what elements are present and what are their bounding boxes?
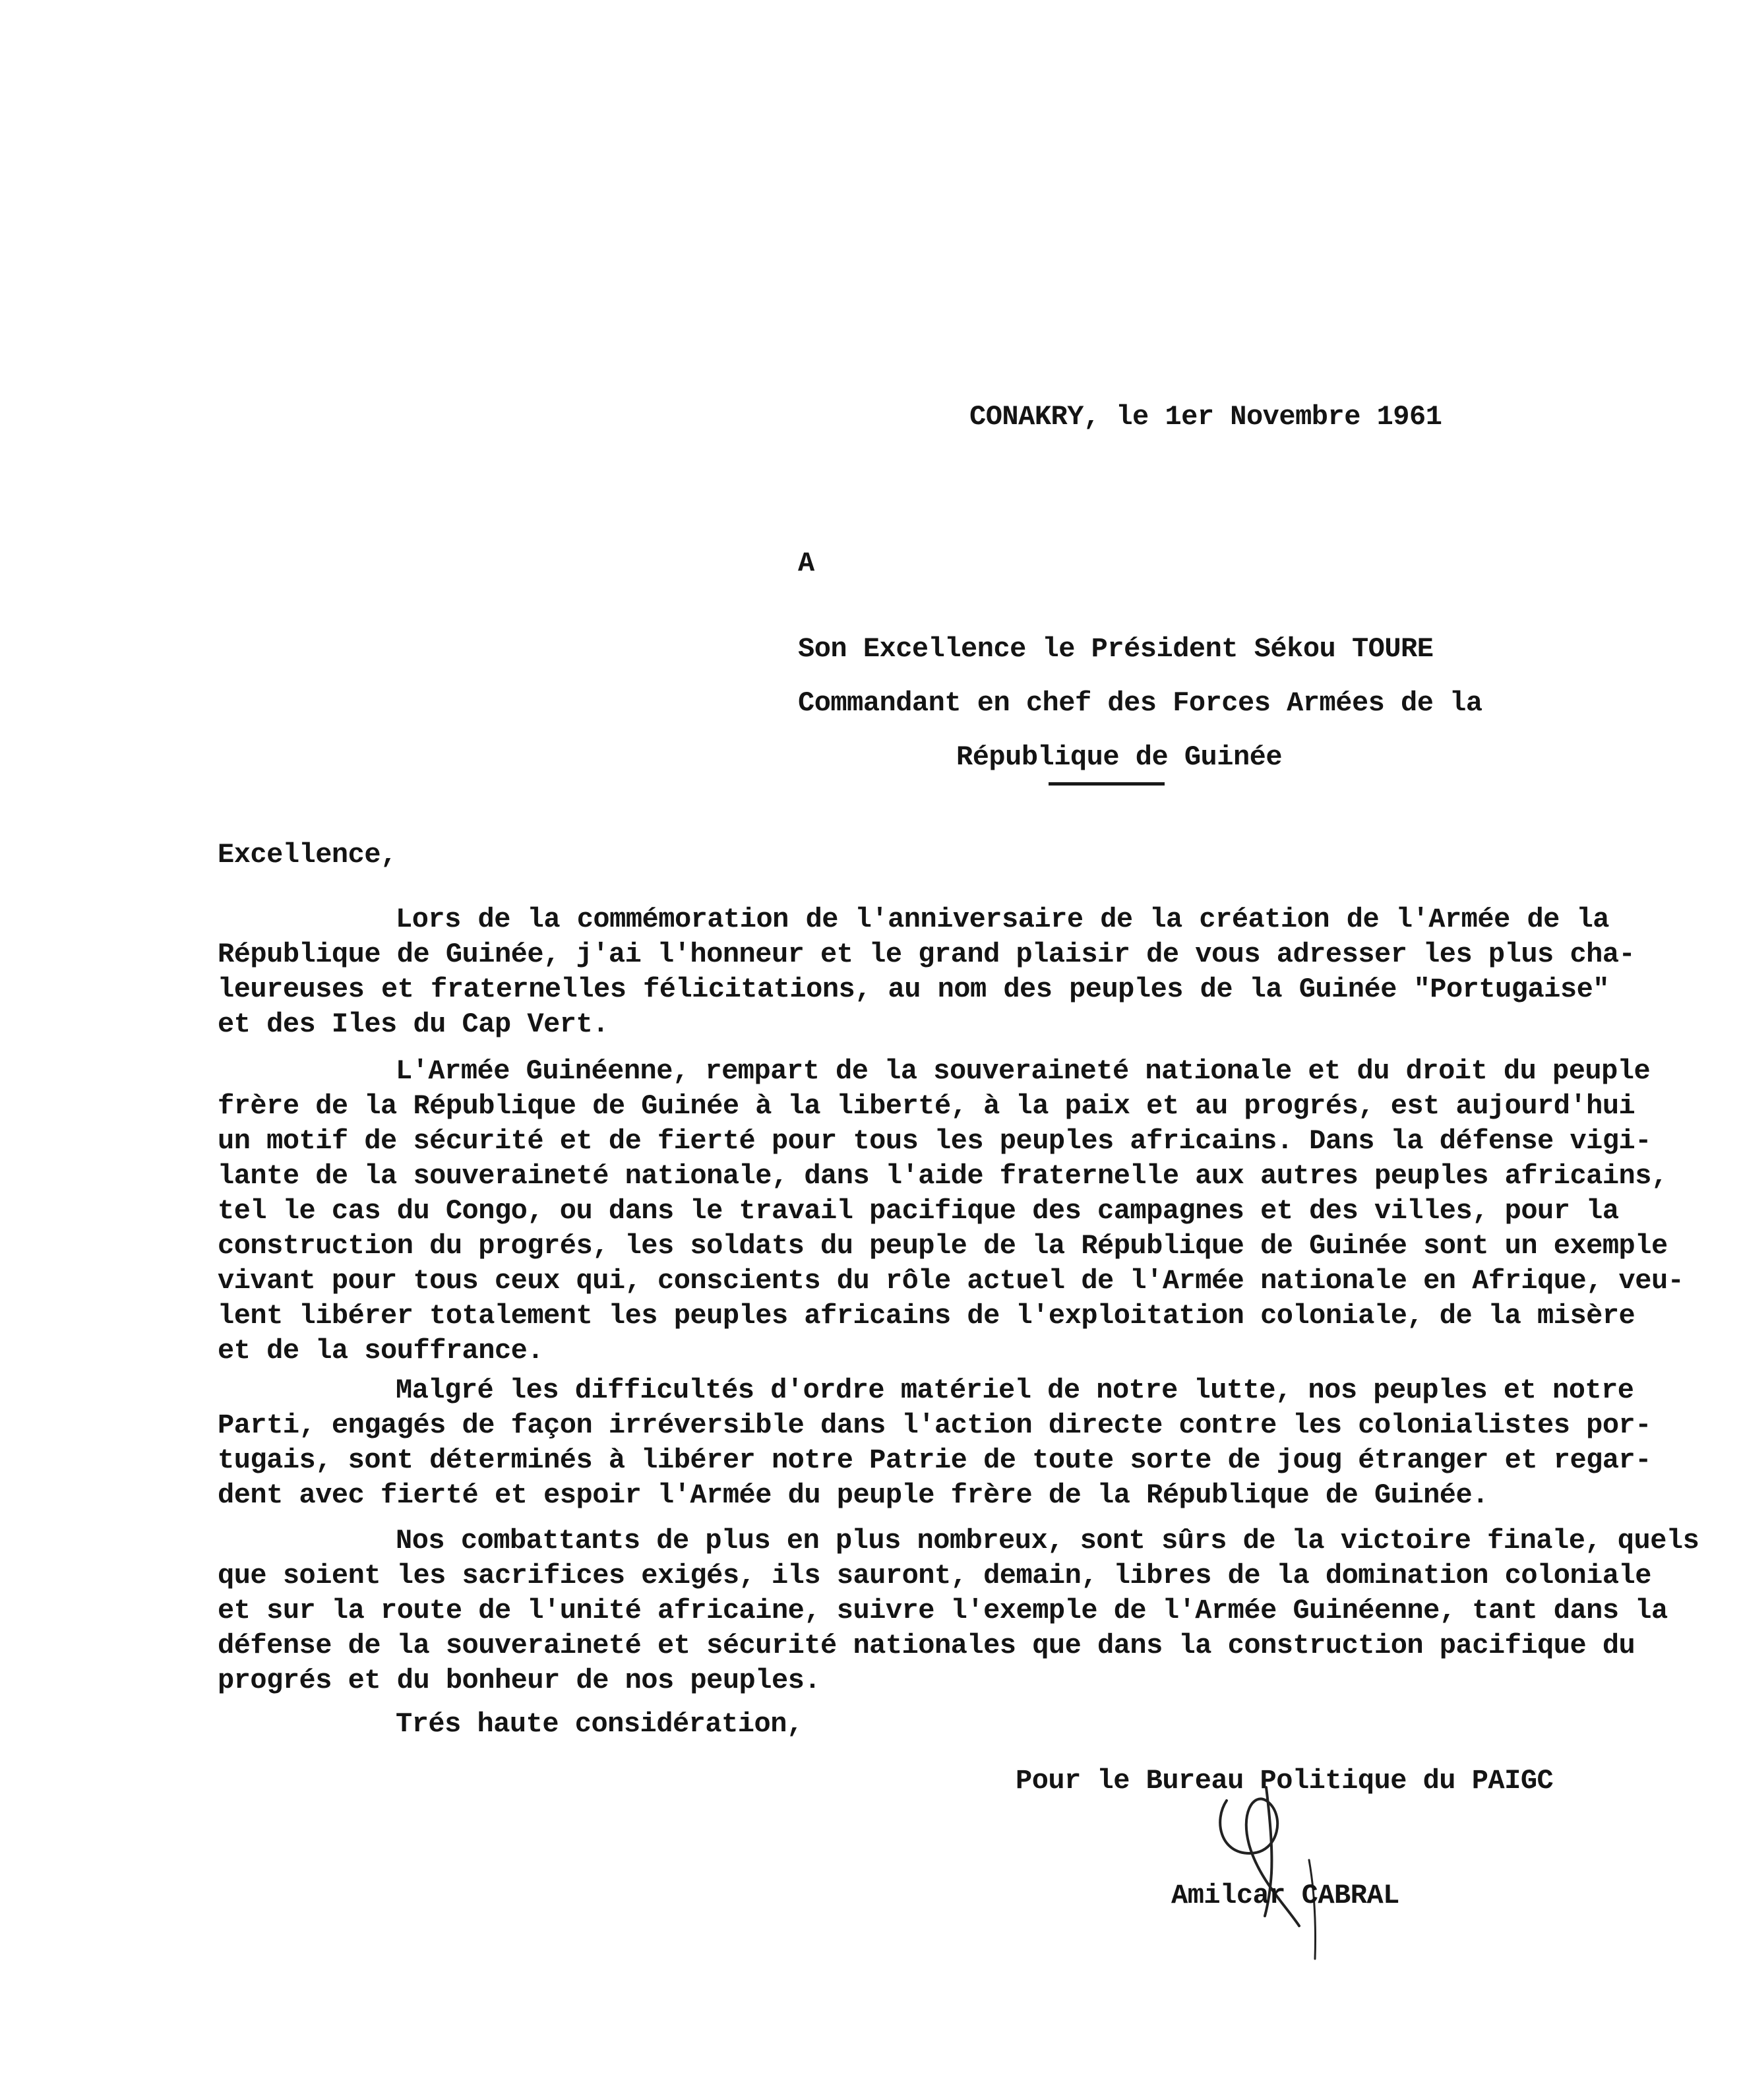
recipient-line-2: Commandant en chef des Forces Armées de la (798, 687, 1482, 719)
text-line: que soient les sacrifices exigés, ils sauront, demain, libres de la domination coloniale (218, 1560, 1651, 1591)
text-line: lent libérer totalement les peuples africains de l'exploitation coloniale, de la misère (218, 1300, 1635, 1332)
sign-off: Pour le Bureau Politique du PAIGC (1016, 1765, 1554, 1797)
paragraph-4 (218, 1524, 1699, 1698)
text-line: République de Guinée, j'ai l'honneur et le grand plaisir de vous adresser les plus cha- (218, 939, 1635, 970)
text-line: L'Armée Guinéenne, rempart de la souveraineté nationale et du droit du peuple (396, 1055, 1651, 1087)
text-line: construction du progrés, les soldats du peuple de la République de Guinée sont un exemple (218, 1230, 1668, 1262)
paragraph-3 (218, 1373, 1651, 1513)
text-line: lante de la souveraineté nationale, dans l'aide fraternelle aux autres peuples africains, (218, 1160, 1668, 1192)
text-line: un motif de sécurité et de fierté pour tous les peuples africains. Dans la défense vigi- (218, 1125, 1651, 1157)
text-line: tel le cas du Congo, ou dans le travail pacifique des campagnes et des villes, pour la (218, 1195, 1619, 1227)
text-line: tugais, sont déterminés à libérer notre Patrie de toute sorte de joug étranger et regar- (218, 1444, 1651, 1476)
paragraph-2 (218, 1054, 1684, 1369)
separator-rule (1049, 782, 1165, 786)
paragraph-1 (218, 902, 1635, 1042)
recipient-line-1: Son Excellence le Président Sékou TOURE (798, 633, 1434, 665)
text-line: et de la souffrance. (218, 1335, 544, 1367)
text-line: frère de la République de Guinée à la liberté, à la paix et au progrés, est aujourd'hui (218, 1090, 1635, 1122)
text-line: vivant pour tous ceux qui, conscients du rôle actuel de l'Armée nationale en Afrique, veu- (218, 1265, 1684, 1297)
text-line: et des Iles du Cap Vert. (218, 1008, 609, 1040)
text-line: et sur la route de l'unité africaine, suivre l'exemple de l'Armée Guinéenne, tant dans la (218, 1595, 1668, 1626)
text-line: dent avec fierté et espoir l'Armée du peuple frère de la République de Guinée. (218, 1479, 1488, 1511)
signatory-name: Amilcar CABRAL (1171, 1880, 1399, 1911)
text-line: Parti, engagés de façon irréversible dans l'action directe contre les colonialistes por- (218, 1409, 1651, 1441)
addressee-marker: A (798, 547, 814, 579)
closing: Trés haute considération, (396, 1708, 803, 1740)
text-line: Malgré les difficultés d'ordre matériel de notre lutte, nos peuples et notre (396, 1374, 1634, 1406)
text-line: Nos combattants de plus en plus nombreux, sont sûrs de la victoire finale, quels (396, 1525, 1699, 1557)
text-line: leureuses et fraternelles félicitations, au nom des peuples de la Guinée "Portugaise" (218, 973, 1609, 1005)
dateline: CONAKRY, le 1er Novembre 1961 (969, 401, 1442, 433)
recipient-line-3: République de Guinée (956, 741, 1283, 773)
text-line: Lors de la commémoration de l'anniversaire de la création de l'Armée de la (396, 904, 1609, 935)
handwritten-signature (1187, 1774, 1345, 1965)
text-line: progrés et du bonheur de nos peuples. (218, 1665, 821, 1696)
salutation: Excellence, (218, 839, 397, 871)
text-line: défense de la souveraineté et sécurité nationales que dans la construction pacifique du (218, 1630, 1635, 1661)
